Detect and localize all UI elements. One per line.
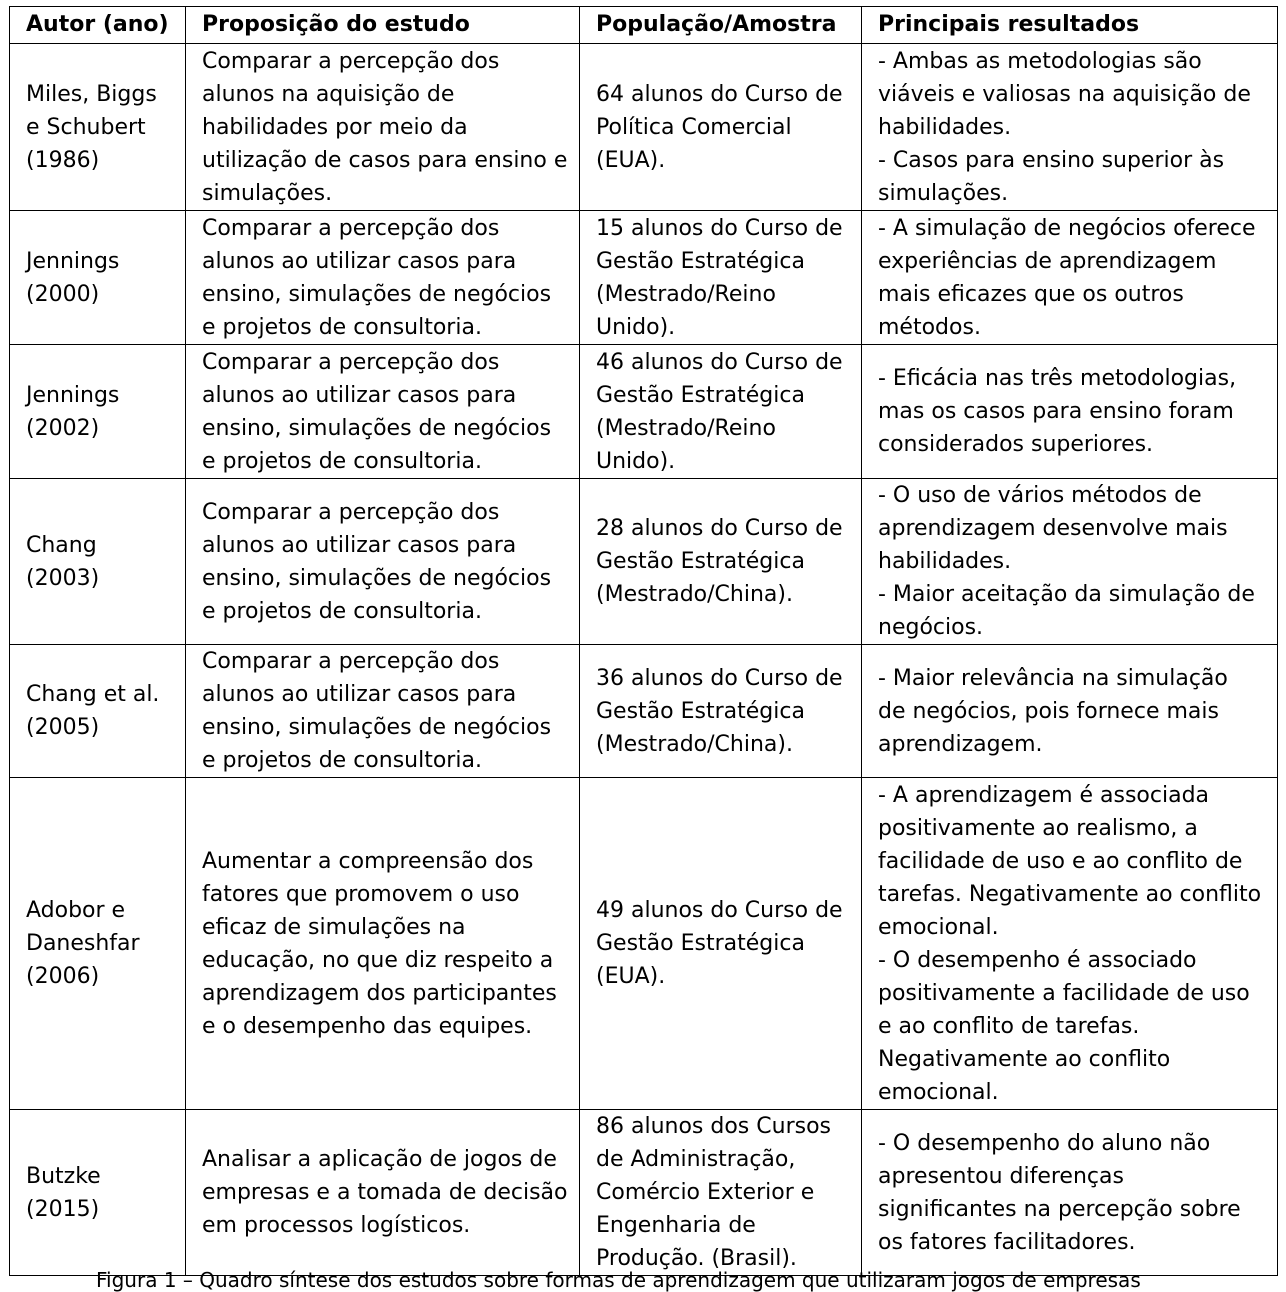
cell-line: - O desempenho do aluno não [878,1130,1211,1156]
table-row [10,44,1278,211]
cell-sample [580,1110,862,1276]
cell-line: ensino, simulações de negócios [202,281,552,307]
cell-author [10,645,186,778]
cell-line: Butzke [26,1163,101,1189]
cell-line: habilidades. [878,549,1012,574]
cell-line: - Eficácia nas três metodologias, [878,366,1237,391]
cell-line: 49 alunos do Curso de [596,898,843,923]
cell-results [862,345,1278,479]
cell-line: de negócios, pois fornece mais [878,698,1219,724]
cell-line: e projetos de consultoria. [202,598,482,624]
figure-caption: Figura 1 – Quadro síntese dos estudos sobre formas de aprendizagem que utilizaram jogos de empresas [96,1268,1141,1292]
cell-line: aprendizagem. [878,731,1043,757]
cell-line: eficaz de simulações na [202,914,466,940]
cell-line: os fatores facilitadores. [878,1229,1136,1255]
cell-line: alunos na aquisição de [202,81,455,107]
cell-line: aprendizagem dos participantes [202,980,557,1006]
header-row [10,7,1278,44]
cell-line: e projetos de consultoria. [202,748,482,773]
cell-line: Daneshfar [26,931,140,956]
cell-line: Produção. (Brasil). [596,1246,797,1271]
cell-line: (2006) [26,964,100,989]
cell-author [10,778,186,1110]
cell-line: 36 alunos do Curso de [596,665,843,691]
header-purpose: Proposição do estudo [186,7,580,44]
cell-line: positivamente ao realismo, a [878,815,1198,841]
cell-line: Gestão Estratégica [596,931,805,956]
cell-line: viáveis e valiosas na aquisição de [878,81,1251,107]
cell-purpose [186,645,580,778]
cell-line: utilização de casos para ensino e [202,147,568,173]
cell-line: Comparar a percepção dos [202,349,500,375]
cell-line: Comparar a percepção dos [202,48,500,74]
cell-line: experiências de aprendizagem [878,248,1217,274]
cell-line: (1986) [26,147,100,173]
cell-sample [580,645,862,778]
cell-line: (2000) [26,281,100,307]
cell-line: Engenharia de [596,1213,756,1238]
cell-line: (EUA). [596,964,666,989]
cell-line: - A aprendizagem é associada [878,782,1210,808]
cell-line: e projetos de consultoria. [202,314,482,340]
cell-sample [580,211,862,345]
cell-line: positivamente a facilidade de uso [878,980,1250,1006]
cell-line: Política Comercial [596,114,792,140]
cell-results [862,44,1278,211]
cell-line: 28 alunos do Curso de [596,516,843,541]
cell-line: Unido). [596,448,676,474]
cell-line: Comércio Exterior e [596,1180,815,1205]
cell-line: - Ambas as metodologias são [878,48,1202,74]
cell-line: emocional. [878,1079,999,1105]
cell-line: ensino, simulações de negócios [202,715,552,740]
cell-results [862,479,1278,645]
cell-line: - O uso de vários métodos de [878,483,1202,508]
cell-line: negócios. [878,615,984,640]
studies-table [9,6,1278,1276]
cell-line: fatores que promovem o uso [202,881,520,907]
cell-line: Chang et al. [26,682,160,707]
table-body [10,44,1278,1276]
cell-line: (Mestrado/Reino [596,415,776,441]
cell-line: - Maior relevância na simulação [878,665,1228,691]
cell-sample [580,345,862,479]
cell-line: e ao conflito de tarefas. [878,1013,1140,1039]
cell-line: Negativamente ao conflito [878,1046,1171,1072]
table-row [10,479,1278,645]
cell-line: alunos ao utilizar casos para [202,532,517,558]
cell-author [10,479,186,645]
cell-line: apresentou diferenças [878,1163,1124,1189]
header-results: Principais resultados [862,7,1278,44]
cell-line: Comparar a percepção dos [202,649,500,674]
cell-line: mais eficazes que os outros [878,281,1184,307]
cell-line: 46 alunos do Curso de [596,349,843,375]
cell-line: Unido). [596,314,676,340]
cell-line: habilidades por meio da [202,114,468,140]
cell-sample [580,44,862,211]
cell-author [10,211,186,345]
cell-line: 86 alunos dos Cursos [596,1114,831,1139]
cell-purpose [186,1110,580,1276]
cell-line: Adobor e [26,898,126,923]
cell-line: Comparar a percepção dos [202,215,500,241]
table-row [10,645,1278,778]
cell-line: tarefas. Negativamente ao conflito [878,881,1262,907]
cell-line: educação, no que diz respeito a [202,947,554,973]
cell-line: Analisar a aplicação de jogos de [202,1147,557,1172]
cell-line: - A simulação de negócios oferece [878,215,1256,241]
cell-author [10,44,186,211]
cell-purpose [186,345,580,479]
cell-purpose [186,211,580,345]
cell-line: simulações. [202,180,333,206]
cell-line: facilidade de uso e ao conflito de [878,848,1243,874]
cell-line: e projetos de consultoria. [202,448,482,474]
cell-line: mas os casos para ensino foram [878,399,1234,424]
cell-line: ensino, simulações de negócios [202,415,552,441]
cell-line: considerados superiores. [878,432,1154,457]
cell-purpose [186,44,580,211]
cell-line: significantes na percepção sobre [878,1196,1241,1222]
cell-line: simulações. [878,180,1009,206]
cell-line: (Mestrado/China). [596,582,793,607]
cell-results [862,778,1278,1110]
cell-line: Chang [26,532,97,558]
cell-line: alunos ao utilizar casos para [202,248,517,274]
cell-line: em processos logísticos. [202,1213,471,1238]
cell-line: Gestão Estratégica [596,698,805,724]
cell-line: - O desempenho é associado [878,947,1197,973]
cell-line: Gestão Estratégica [596,248,805,274]
cell-author [10,345,186,479]
cell-line: habilidades. [878,114,1012,140]
cell-purpose [186,778,580,1110]
cell-line: Gestão Estratégica [596,549,805,574]
cell-line: Miles, Biggs [26,81,157,107]
cell-line: (2002) [26,415,100,441]
cell-line: 64 alunos do Curso de [596,81,843,107]
cell-line: aprendizagem desenvolve mais [878,516,1228,541]
cell-line: empresas e a tomada de decisão [202,1180,568,1205]
cell-purpose [186,479,580,645]
cell-sample [580,778,862,1110]
cell-line: alunos ao utilizar casos para [202,682,517,707]
header-sample: População/Amostra [580,7,862,44]
cell-line: (Mestrado/China). [596,731,793,757]
cell-line: Gestão Estratégica [596,382,805,408]
cell-line: ensino, simulações de negócios [202,565,552,591]
cell-line: Comparar a percepção dos [202,499,500,525]
cell-line: e Schubert [26,114,146,140]
table-row [10,778,1278,1110]
cell-line: alunos ao utilizar casos para [202,382,517,408]
cell-line: (2005) [26,715,100,740]
table-row [10,211,1278,345]
cell-line: Aumentar a compreensão dos [202,848,534,874]
cell-results [862,1110,1278,1276]
cell-line: métodos. [878,314,981,340]
cell-line: (2003) [26,565,100,591]
cell-results [862,211,1278,345]
cell-line: Jennings [26,248,120,274]
cell-line: - Maior aceitação da simulação de [878,582,1255,607]
cell-line: emocional. [878,914,999,940]
cell-results [862,645,1278,778]
header-author: Autor (ano) [10,7,186,44]
table-row [10,1110,1278,1276]
cell-line: (EUA). [596,147,666,173]
table-row [10,345,1278,479]
cell-line: Jennings [26,382,120,408]
cell-line: - Casos para ensino superior às [878,147,1225,173]
cell-line: (2015) [26,1196,100,1222]
cell-sample [580,479,862,645]
cell-author [10,1110,186,1276]
cell-line: de Administração, [596,1147,796,1172]
cell-line: (Mestrado/Reino [596,281,776,307]
cell-line: e o desempenho das equipes. [202,1013,533,1039]
cell-line: 15 alunos do Curso de [596,215,843,241]
